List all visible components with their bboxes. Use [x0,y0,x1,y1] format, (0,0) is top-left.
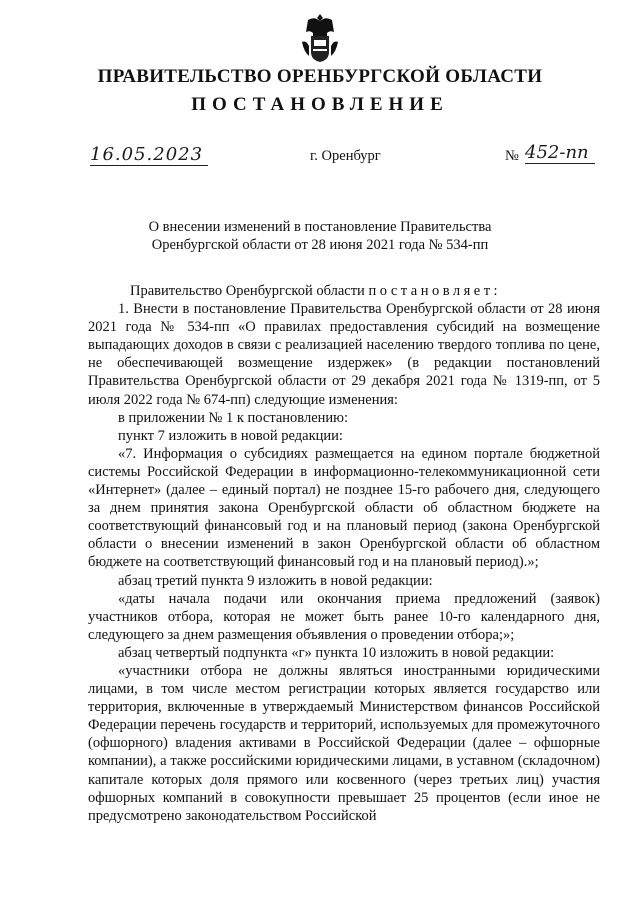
orenburg-coat-of-arms-icon [300,12,340,64]
document-date: 16.05.2023 [90,145,208,166]
organization-title: ПРАВИТЕЛЬСТВО ОРЕНБУРГСКОЙ ОБЛАСТИ [97,66,543,87]
paragraph-6: «даты начала подачи или окончания приема предложений (заявок) участников отбора, которая не может быть ранее 10-го календарного дня, следующего за днем размещения объявления о проведении отбора;»; [88,590,600,643]
document-city: г. Оренбург [310,148,381,164]
intro-decree-word: постановляет: [368,283,502,299]
paragraph-4: «7. Информация о субсидиях размещается на едином портале бюджетной системы Российской Федерации в информационно-телекоммуникационной сети «Интернет» (далее – единый портал) не позднее 15-го рабочего дня, следующего за днем принятия закона Оренбургской области об областном бюджете на соответствующий финансовый год и на плановый период (закона Оренбургской области о внесении изменений в закон Оренбургской области об областном бюджете на соответствующий финансовый год и на плановый период).»; [88,445,600,571]
document-subject [120,218,520,254]
paragraph-5: абзац третий пункта 9 изложить в новой редакции: [118,572,433,589]
subject-line-1: О внесении изменений в постановление Правительства [148,219,492,235]
document-body [88,282,600,825]
paragraph-8: «участники отбора не должны являться иностранными юридическими лицами, в том числе местом регистрации которых является государство или территория, включенные в утверждаемый Министерством финансов Российской Федерации перечень государств и территорий, используемых для промежуточного (офшорного) владения активами в Российской Федерации (далее – офшорные компании), а также российскими юридическими лицами, в уставном (складочном) капитале которых доля прямого или косвенного (через третьих лиц) участия офшорных компаний в совокупности превышает 25 процентов (если иное не предусмотрено законодательством Российской [88,662,600,824]
intro-prefix: Правительство Оренбургской области [130,283,365,299]
document-number-label: № [505,148,519,164]
paragraph-7: абзац четвертый подпункта «г» пункта 10 изложить в новой редакции: [118,644,555,661]
paragraph-2: в приложении № 1 к постановлению: [118,409,349,426]
document-type-title: ПОСТАНОВЛЕНИЕ [191,94,449,115]
paragraph-3: пункт 7 изложить в новой редакции: [118,427,343,444]
paragraph-1: 1. Внести в постановление Правительства Оренбургской области от 28 июня 2021 года № 534-пп «О правилах предоставления субсидий на возмещение выпадающих доходов в связи с реализацией населению твердого топлива по цене, не обеспечивающей возмещение издержек» (в редакции постановлений Правительства Оренбургской области от 29 декабря 2021 года № 1319-пп, от 5 июля 2022 года № 674-пп) следующие изменения: [88,301,600,408]
document-number: 452-пп [525,143,595,164]
intro-paragraph [88,282,600,300]
subject-line-2: Оренбургской области от 28 июня 2021 года № 534-пп [151,237,489,253]
